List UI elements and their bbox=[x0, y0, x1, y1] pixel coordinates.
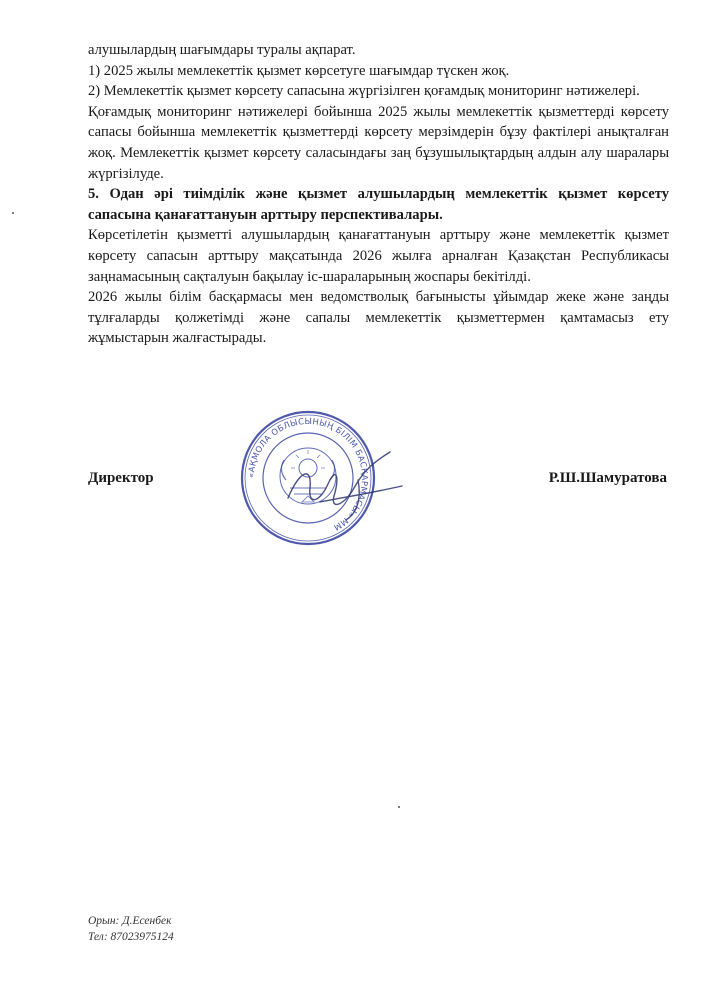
paragraph-no-complaints: 1) 2025 жылы мемлекеттік қызмет көрсетуге шағымдар түскен жоқ. bbox=[88, 62, 510, 79]
signatory-title: Директор bbox=[88, 470, 154, 486]
paragraph-complaints-info: алушылардың шағымдары туралы ақпарат. bbox=[88, 42, 356, 58]
paragraph-monitoring-results: Қоғамдық мониторинг нәтижелері бойынша 2025 жылы мемлекеттік қызметтерді көрсету сапасы бойынша мемлекеттік қызметтерді көрсету мерзімдерін бұзу фактілері анықталған жоқ. Мемлекеттік қызмет көрсету саласындағы заң бұзушылықтардың алдын алу шаралары жүргізілуде. bbox=[88, 103, 669, 182]
executor-name: Орын: Д.Есенбек bbox=[88, 915, 172, 927]
svg-text:«АҚМОЛА ОБЛЫСЫНЫҢ БІЛІМ БАСҚАР: «АҚМОЛА ОБЛЫСЫНЫҢ БІЛІМ БАСҚАРМАСЫ» ММ bbox=[245, 415, 371, 533]
signatory-name: Р.Ш.Шамуратова bbox=[548, 470, 667, 486]
paragraph-plan-approved: Көрсетілетін қызметті алушылардың қанағаттануын арттыру және мемлекеттік қызмет көрсету сапасын арттыру мақсатында 2026 жылға арналған Қазақстан Республикасы заңнамасының сақталуын бақылау іс-шараларының жоспары бекітілді. bbox=[88, 227, 669, 285]
document-body bbox=[88, 40, 669, 349]
paragraph-2026-work: 2026 жылы білім басқармасы мен ведомстволық бағынысты ұйымдар жеке және заңды тұлғаларды қолжетімді және сапалы мемлекеттік қызметтермен қамтамасыз ету жұмыстарын жалғастырады. bbox=[88, 289, 669, 347]
executor-phone: Тел: 87023975124 bbox=[88, 930, 174, 943]
scan-speck bbox=[12, 212, 14, 214]
executor-footer bbox=[88, 914, 174, 945]
scan-speck bbox=[398, 806, 400, 808]
section-5-heading: 5. Одан әрі тиімділік және қызмет алушылардың мемлекеттік қызмет көрсету сапасына қанағаттануын арттыру перспективалары. bbox=[88, 186, 669, 223]
signature-block bbox=[88, 470, 669, 492]
paragraph-monitoring-heading: 2) Мемлекеттік қызмет көрсету сапасына жүргізілген қоғамдық мониторинг нәтижелері. bbox=[88, 83, 640, 100]
